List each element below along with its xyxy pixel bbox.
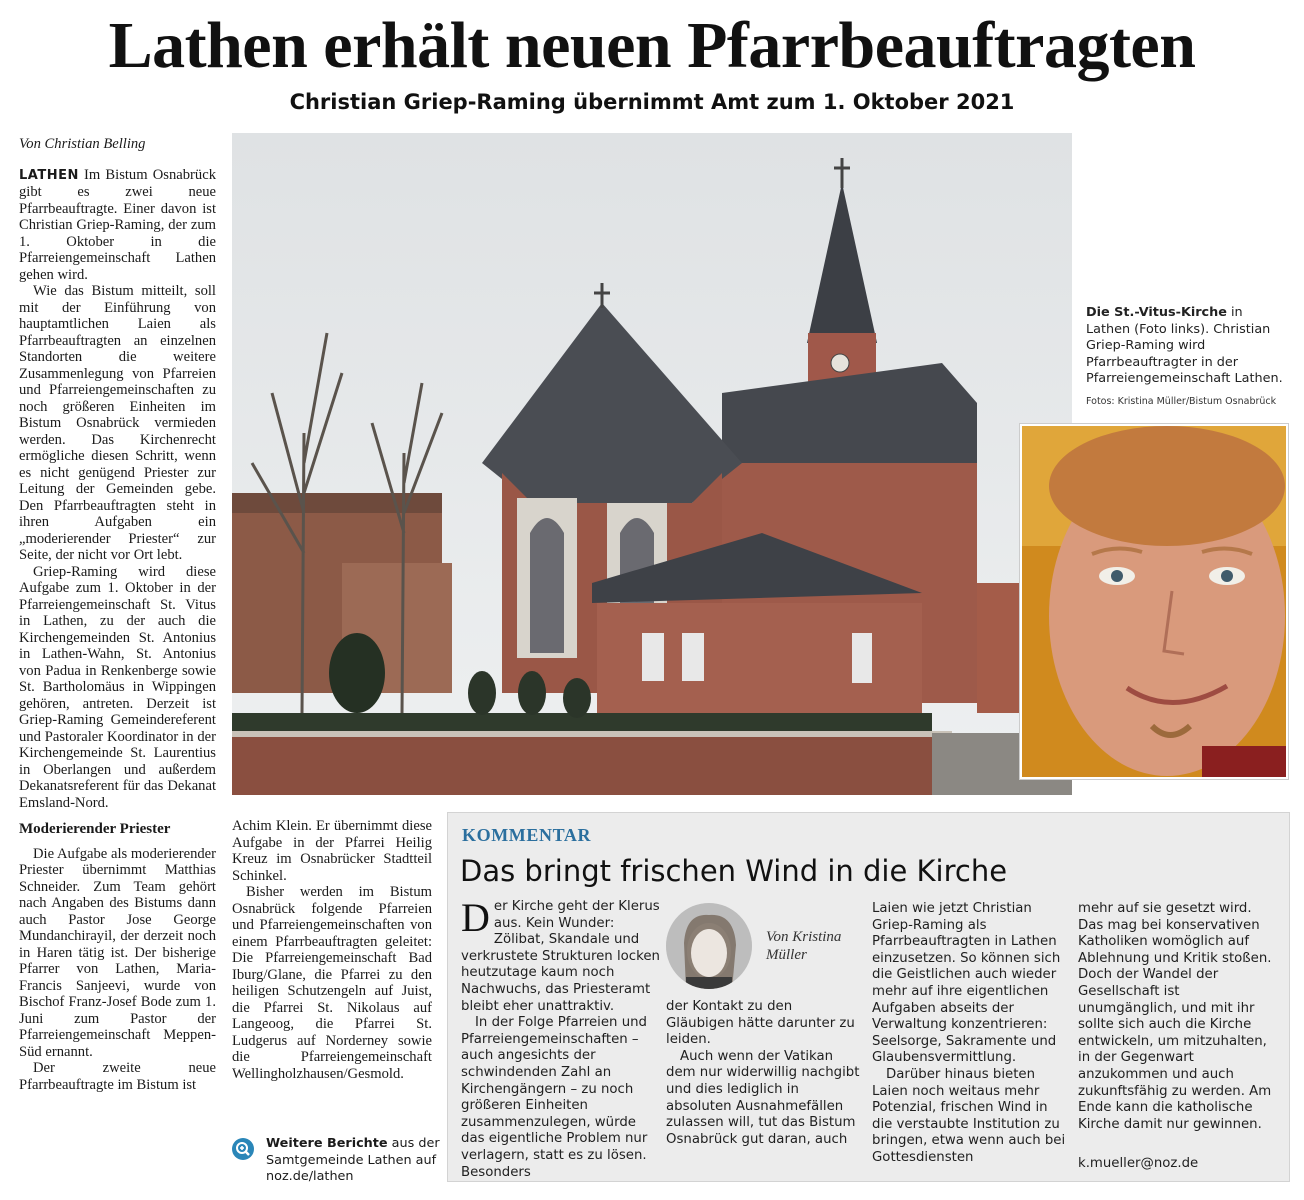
author-name: Von Kristina Müller bbox=[766, 929, 842, 963]
headline: Lathen erhält neuen Pfarrbeauftragten bbox=[108, 9, 1196, 82]
photo-caption: Die St.-Vitus-Kirche in Lathen (Foto links). Christian Griep-Raming wird Pfarrbeauftragter in der Pfarreiengemeinschaft Lathen. bbox=[1086, 305, 1283, 386]
article-paragraph: Wie das Bistum mitteilt, soll mit der Einführung von hauptamtlichen Laien als Pfarrbeauftragten an einzelnen Standorten die weitere Zusammenlegung von Pfarreien und Pfarreiengemeinschaften zu noch größeren Einheiten im Bistum Osnabrück vermieden werden. Das Kirchenrecht ermögliche diesen Schritt, wenn es nicht genügend Priester zur Leitung der Gemeinden gebe. Den Pfarrbeauftragten steht in ihren Aufgaben ein „moderierender Priester“ zur Seite, der nicht vor Ort lebt. bbox=[19, 283, 216, 563]
commentary-column-2 bbox=[666, 999, 862, 1148]
commentary-column-4 bbox=[1078, 901, 1278, 1133]
article-paragraph: Griep-Raming wird diese Aufgabe zum 1. Oktober in der Pfarreiengemeinschaft St. Vitus in Lathen, zu der auch die Kirchengemeinden St. Antonius in Lathen-Wahn, St. Antonius von Padua in Renkenberge sowie St. Bartholomäus in Wippingen gehören, antreten. Derzeit ist Griep-Raming Gemeindereferent und Pastoraler Koordinator in der Kirchengemeinde St. Laurentius in Oberlangen und außerdem Dekanatsreferent für das Dekanat Emsland-Nord. bbox=[19, 563, 216, 811]
article-column-2 bbox=[232, 818, 432, 1134]
article-paragraph: Die Aufgabe als moderierender Priester übernimmt Matthias Schneider. Zum Team gehört nach Angaben des Bistums dann auch Pastor Jose George Mundanchirayil, der derzeit noch in Haren tätig ist. Der bisherige Pfarrer von Lathen, Maria-Francis Sanjeevi, wurde von Bischof Franz-Josef Bode zum 1. Juni zum Pastor der Pfarreiengemeinschaft Meppen-Süd ernannt. bbox=[19, 845, 216, 1060]
portrait-photo bbox=[1020, 424, 1288, 779]
drop-cap: D bbox=[461, 895, 490, 940]
author-photo bbox=[666, 903, 752, 989]
commentary-paragraph: mehr auf sie gesetzt wird. Das mag bei konservativen Katholiken womöglich auf Ablehnung und Kritik stoßen. Doch der Wandel der Gesellschaft ist unumgänglich, und mit ihr sollte sich auch die Kirche entwickeln, um mitzuhalten, in der Gegenwart anzukommen und auch zukunftsfähig zu werden. Am Ende kann die katholische Kirche damit nur gewinnen. bbox=[1078, 901, 1272, 1132]
commentary-paragraph: Darüber hinaus bieten Laien noch weitaus mehr Potenzial, frischen Wind in die verstaubte Institution zu bringen, etwa wenn auch bei Gottesdiensten bbox=[872, 1066, 1066, 1165]
dateline: LATHEN bbox=[19, 167, 79, 183]
commentary-paragraph: der Kontakt zu den Gläubigen hätte darunter zu leiden. bbox=[666, 999, 855, 1048]
byline: Von Christian Belling bbox=[19, 136, 146, 152]
article-paragraph: LATHEN Im Bistum Osnabrück gibt es zwei neue Pfarrbeauftragte. Einer davon ist Christian Griep-Raming, der zum 1. Oktober in die Pfarreiengemeinschaft Lathen gehen wird. bbox=[19, 166, 216, 283]
commentary-title: Das bringt frischen Wind in die Kirche bbox=[460, 854, 1008, 888]
commentary-column-3 bbox=[872, 901, 1070, 1167]
commentary-paragraph: In der Folge Pfarreien und Pfarreiengemeinschaften – auch angesichts der schwindenden Zahl an Kirchengängern – zu noch größeren Einheiten zusammenzulegen, würde das eigentliche Problem nur verlagern, statt es zu lösen. Besonders bbox=[461, 1015, 648, 1180]
article-column-1 bbox=[19, 136, 216, 1190]
subheadline: Christian Griep-Raming übernimmt Amt zum 1. Oktober 2021 bbox=[289, 90, 1015, 114]
photo-credit: Fotos: Kristina Müller/Bistum Osnabrück bbox=[1086, 396, 1277, 407]
commentary-paragraph: Der Kirche geht der Klerus aus. Kein Wunder: Zölibat, Skandale und verkrustete Strukturen locken heutzutage kaum noch Nachwuchs, das Priesteramt bleibt eher unattraktiv. bbox=[461, 895, 660, 1014]
article-subhead: Moderierender Priester bbox=[19, 821, 171, 837]
commentary-box bbox=[447, 812, 1290, 1182]
article-paragraph: Bisher werden im Bistum Osnabrück folgende Pfarreien und Pfarreiengemeinschaften von einem Pfarrbeauftragten geleitet: Die Pfarreiengemeinschaft Bad Iburg/Glane, die Pfarrei zu den heiligen Schutzengeln auf Juist, die Pfarrei St. Nikolaus auf Langeoog, die Pfarrei St. Ludgerus auf Norderney sowie die Pfarreiengemeinschaft Wellingholzhausen/Gesmold. bbox=[232, 884, 432, 1082]
author-email[interactable]: k.mueller@noz.de bbox=[1078, 1156, 1199, 1171]
commentary-label: KOMMENTAR bbox=[462, 825, 592, 845]
church-photo bbox=[232, 133, 1072, 795]
commentary-column-1 bbox=[461, 895, 661, 1181]
search-icon bbox=[232, 1138, 254, 1160]
article-paragraph: Achim Klein. Er übernimmt diese Aufgabe in der Pfarrei Heilig Kreuz im Osnabrücker Stadtteil Schinkel. bbox=[232, 818, 432, 884]
more-reports-text[interactable]: Weitere Berichte aus der Samtgemeinde Lathen auf noz.de/lathen bbox=[266, 1136, 440, 1184]
commentary-paragraph: Auch wenn der Vatikan dem nur widerwillig nachgibt und dies lediglich in absoluten Ausnahmefällen zulassen will, tut das Bistum Osnabrück gut daran, auch bbox=[666, 1048, 860, 1147]
article-paragraph: Der zweite neue Pfarrbeauftragte im Bistum ist bbox=[19, 1060, 216, 1093]
commentary-paragraph: Laien wie jetzt Christian Griep-Raming als Pfarrbeauftragten in Lathen einzusetzen. So können sich die Geistlichen auch wieder mehr auf ihre eigentlichen Aufgaben abseits der Verwaltung konzentrieren: Seelsorge, Sakramente und Glaubensvermittlung. bbox=[872, 901, 1061, 1066]
